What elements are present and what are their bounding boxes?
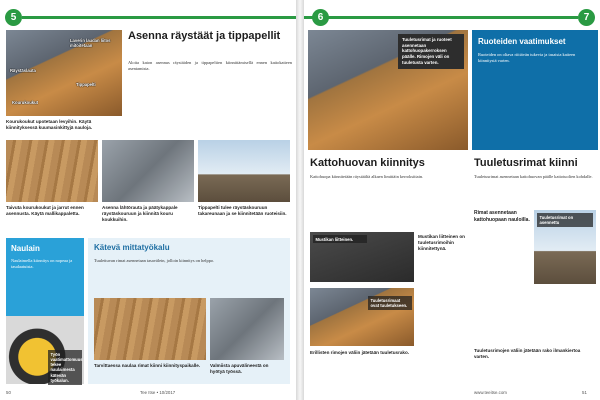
roof-photo	[308, 30, 468, 150]
hatch-photo-2	[310, 288, 414, 346]
box-battens	[472, 30, 598, 150]
label-eave: Räystäslauta	[10, 68, 36, 73]
page-rule	[22, 16, 296, 19]
step-photo-3	[198, 140, 290, 202]
page-number-badge: 5	[5, 9, 22, 26]
tool-caption-2: Valmiista apuvälineestä on hyötyä työssä.	[210, 363, 269, 374]
tool-photo-2	[210, 298, 284, 360]
step-caption-1: Taivuta kourukoukut ja jarrut ennen asennusta. Käytä mallikappaletta.	[6, 205, 84, 216]
box-nailer-title: Naulain	[11, 244, 40, 253]
page-number-badge-left: 6	[312, 9, 329, 26]
hatch-caption-2: Mustikan liitteinen on tuuletusrimoihin kiinnitettynä.	[418, 234, 465, 251]
roof-diagram	[6, 30, 122, 116]
footer-page-number: 50	[6, 390, 11, 395]
vent-photo	[534, 210, 596, 284]
box-battens-title: Ruoteiden vaatimukset	[478, 37, 566, 46]
page-number-badge-right: 7	[578, 9, 595, 26]
right-page	[304, 0, 600, 400]
step-caption-3: Tippapelti tulee räystäskouruun takareunaan ja se kiinnitetään ruoteisiin.	[198, 205, 287, 216]
box-nailer-body: Naulaimella kiinnitys on nopeaa ja tasalaatuista.	[11, 258, 73, 270]
page-title: Asenna räystäät ja tippapellit	[128, 30, 281, 42]
box-tool-title: Kätevä mittatyökalu	[94, 243, 170, 252]
nailer-caption: Työn vaatimattomuus tekee naulaimesta kätevän työkalun.	[48, 350, 82, 385]
step-photo-2	[102, 140, 194, 202]
footer-magazine: Tee Itse • 10/2017	[140, 390, 176, 395]
page-rule	[304, 16, 578, 19]
hatch-photo-2-label: Tuuletusrimaat ovat tuuletukseen.	[368, 296, 412, 310]
label-roof-batten: Laverin laudan liitos mitoitetaan	[70, 38, 111, 49]
hatch-caption-4: Erillisten rimojen väliin jätetään tuuletusrako.	[310, 350, 410, 355]
hatch-photo-1-label: Mustikan liitteinen.	[313, 235, 367, 243]
roof-callout: Tuuletusrimat ja ruoteet asennetaan kattohuopakerroksen päälle. Rimojen väli on tuuletusta varten.	[398, 34, 464, 69]
box-tool-body: Tuulettuvan rimat asennetaan tasavälein, jolloin kiinnitys on helppo.	[94, 258, 215, 263]
box-nailer	[6, 238, 84, 384]
label-gutter: Kourukoukut	[12, 100, 39, 105]
box-measuring-tool	[88, 238, 290, 384]
hatch-body: Kattohuopa kiinnitetään räystäältä alkaen limittäin kerroksittain.	[310, 174, 424, 179]
vent-caption: Tuuletusrimojen väliin jätetään rako ilmankiertoa varten.	[474, 348, 581, 359]
title-body: Aloita katon asennus räystäiden ja tippapeltien kiinnittämisellä ennen kattokatteen asentamista.	[128, 60, 292, 72]
diagram-caption: Kourukoukut upotetaan levyihin. Käytä kiinnityksessä kuumasinkittyjä nauloja.	[6, 119, 93, 130]
footer-magazine: www.teeitse.com	[474, 390, 507, 395]
vent-title: Tuuletusrimat kiinni	[474, 157, 578, 169]
box-battens-body: Ruoteiden on oltava riittävän tukevia ja tasaisia katteen kiinnitystä varten.	[478, 52, 576, 64]
hatch-photo-1	[310, 232, 414, 282]
vent-body: Tuuletusrimat asennetaan kattohuovan päälle kattotuolien kohdalle.	[474, 174, 593, 179]
tool-caption-1: Tarvittaessa naulaa rimat kiinni kiinnityspaikalle.	[94, 363, 201, 368]
spine	[296, 0, 304, 400]
hatch-title: Kattohuovan kiinnitys	[310, 157, 425, 169]
left-page	[0, 0, 296, 400]
label-drip: Tippapelti	[76, 82, 96, 87]
step-photo-1	[6, 140, 98, 202]
footer-page-number: 51	[582, 390, 587, 395]
tool-photo-1	[94, 298, 206, 360]
vent-highlight: Rimat asennetaan kattohuopaan nauloilla.	[474, 210, 530, 223]
vent-photo-label: Tuuletusrimat on asennettu	[537, 213, 593, 227]
step-caption-2: Asenna lähtörauta ja päätykappale räystäskouruun ja kiinnitä kouru koukkuihin.	[102, 205, 178, 222]
